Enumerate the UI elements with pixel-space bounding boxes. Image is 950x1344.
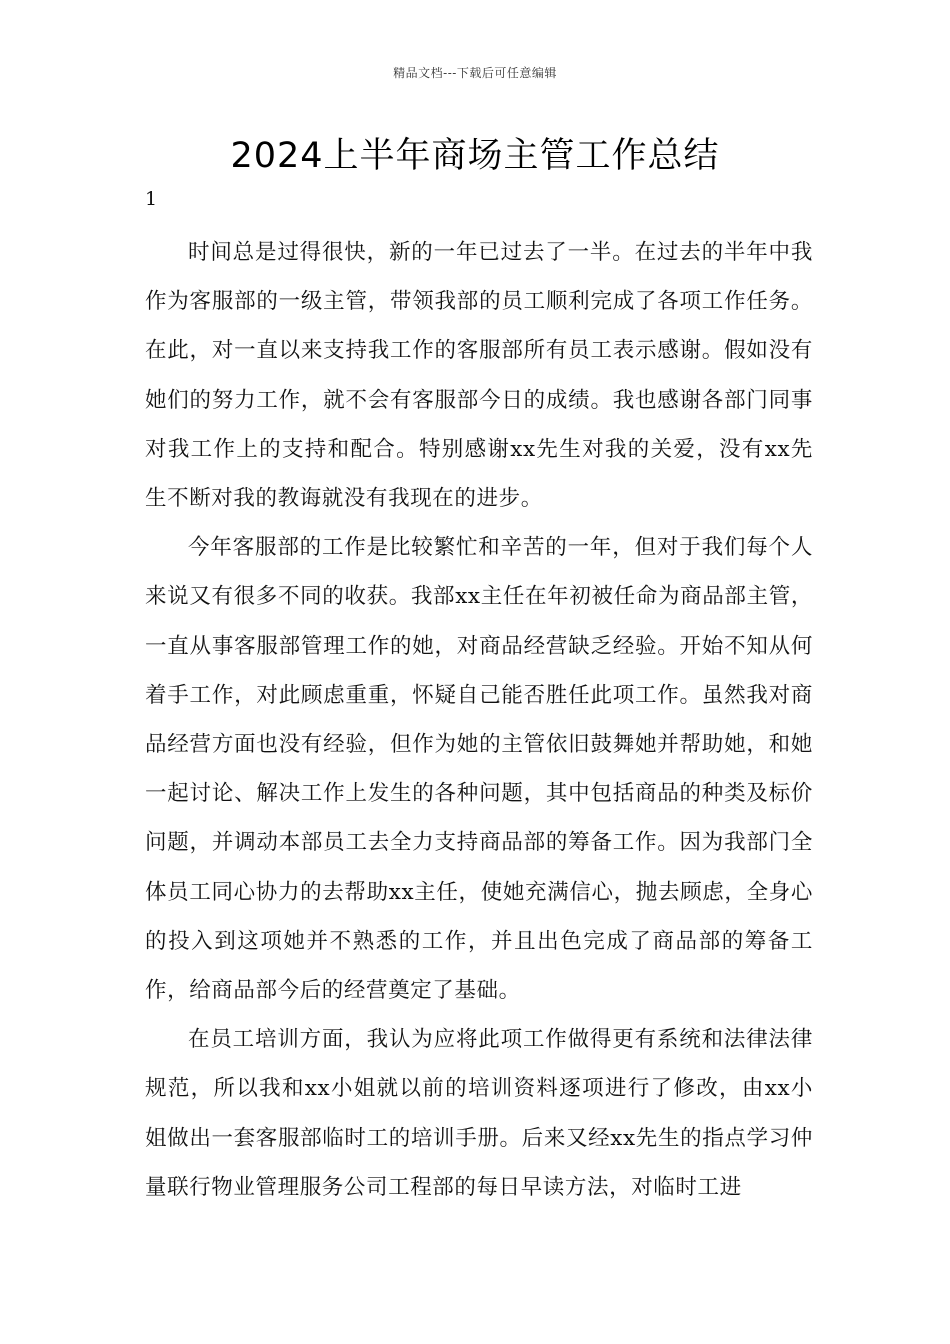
paragraph-3: 在员工培训方面，我认为应将此项工作做得更有系统和法律法律规范，所以我和xx小姐就以前的培训资料逐项进行了修改，由xx小姐做出一套客服部临时工的培训手册。后来又经xx先生的指点学习仲量联行物业管理服务公司工程部的每日早读方法，对临时工进 [145, 1027, 813, 1200]
document-title: 2024上半年商场主管工作总结 [230, 136, 720, 176]
section-number: 1 [145, 188, 158, 210]
paragraph-2: 今年客服部的工作是比较繁忙和辛苦的一年，但对于我们每个人来说又有很多不同的收获。我部xx主任在年初被任命为商品部主管，一直从事客服部管理工作的她，对商品经营缺乏经验。开始不知从何着手工作，对此顾虑重重，怀疑自己能否胜任此项工作。虽然我对商品经营方面也没有经验，但作为她的主管依旧鼓舞她并帮助她，和她一起讨论、解决工作上发生的各种问题，其中包括商品的种类及标价问题，并调动本部员工去全力支持商品部的筹备工作。因为我部门全体员工同心协力的去帮助xx主任，使她充满信心，抛去顾虑，全身心的投入到这项她并不熟悉的工作，并且出色完成了商品部的筹备工作，给商品部今后的经营奠定了基础。 [145, 535, 813, 1004]
header-note: 精品文档---下载后可任意编辑 [393, 66, 557, 80]
document-body [145, 228, 813, 1212]
paragraph-1: 时间总是过得很快，新的一年已过去了一半。在过去的半年中我作为客服部的一级主管，带领我部的员工顺利完成了各项工作任务。在此，对一直以来支持我工作的客服部所有员工表示感谢。假如没有她们的努力工作，就不会有客服部今日的成绩。我也感谢各部门同事对我工作上的支持和配合。特别感谢xx先生对我的关爱，没有xx先生不断对我的教诲就没有我现在的进步。 [145, 240, 813, 512]
